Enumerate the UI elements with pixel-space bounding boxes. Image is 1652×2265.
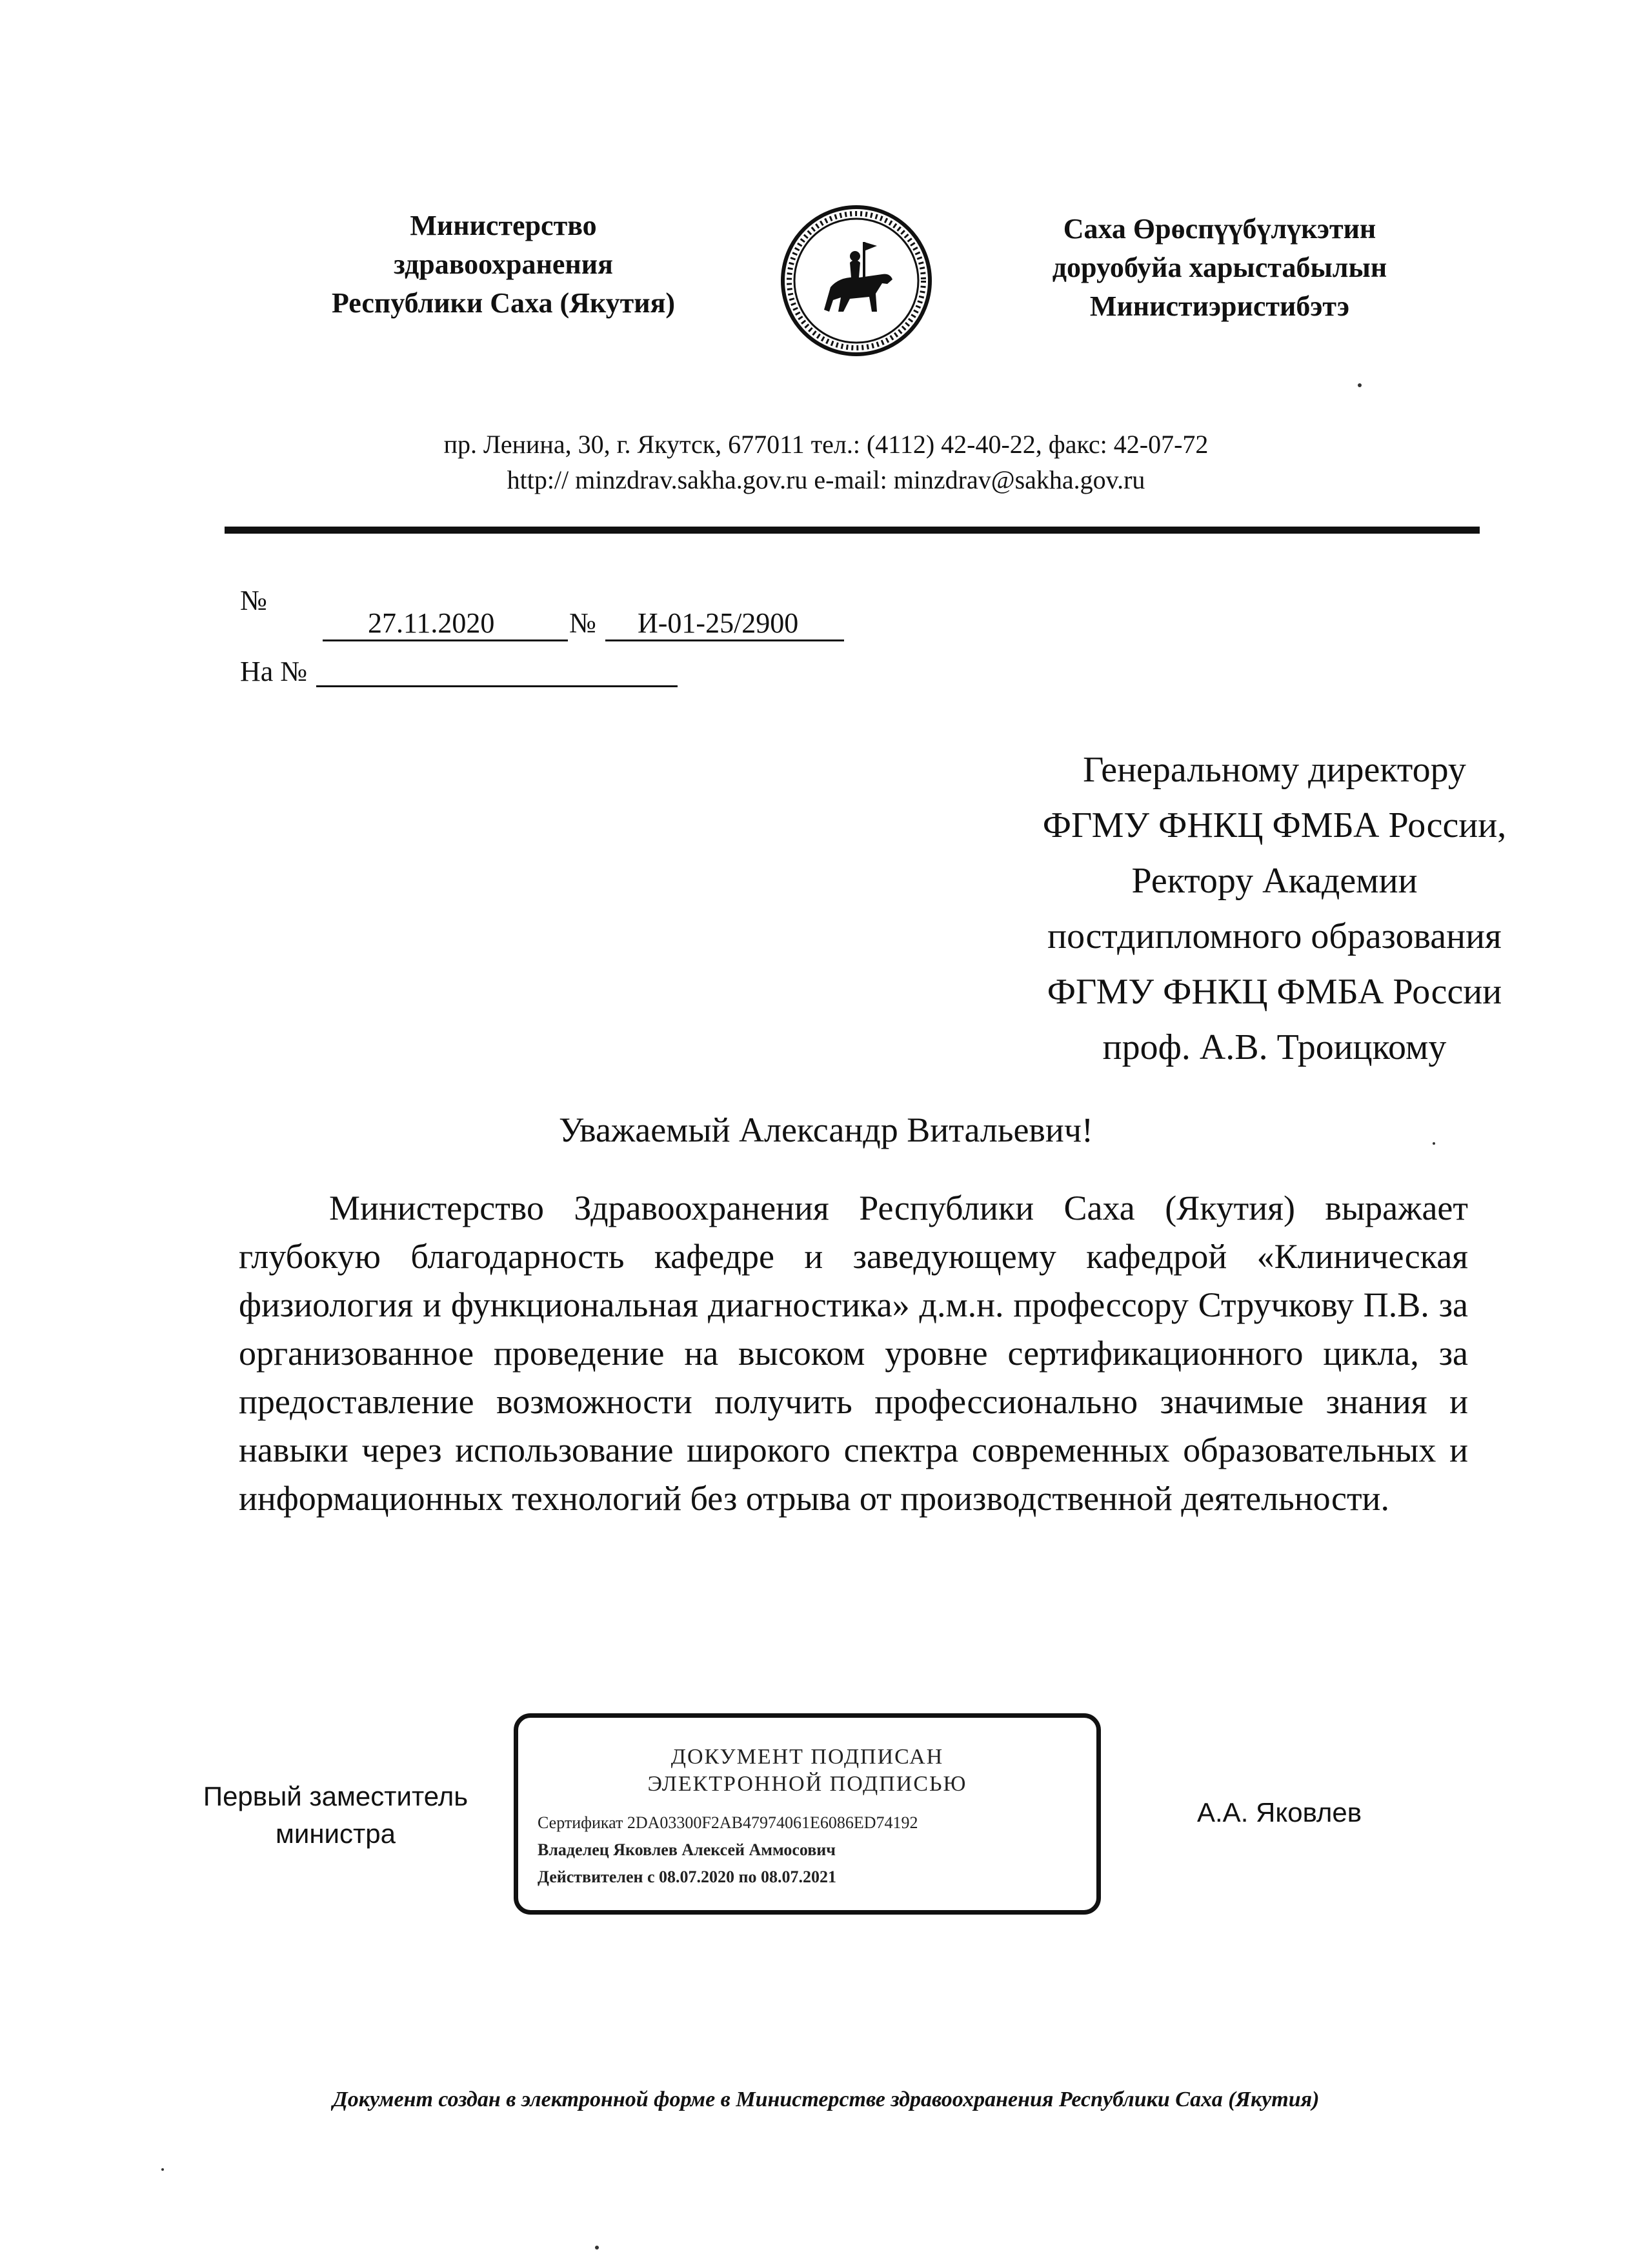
recipient-line-5: ФГМУ ФНКЦ ФМБА России [1047,972,1502,1012]
stamp-validity: Действителен с 08.07.2020 по 08.07.2021 [538,1867,836,1886]
contact-line: http:// minzdrav.sakha.gov.ru e-mail: minzdrav@sakha.gov.ru [507,465,1145,494]
electronic-signature-stamp [514,1713,1101,1915]
registration-date: 27.11.2020 [323,607,568,641]
ministry-ru-line-1: Министерство [410,210,597,241]
ministry-ru-line-2: здравоохранения [394,248,613,280]
scan-speck [595,2246,599,2250]
coat-of-arms-icon [779,203,934,358]
letter-paragraph: Министерство Здравоохранения Республики Саха (Якутия) выражает глубокую благодарность кафедре и заведующему кафедрой «Клиническая физиология и функциональная диагностика» д.м.н. профессору Стручкову П.В. за организованное проведение на высоком уровне сертификационного цикла, за предоставление возможности получить профессионально значимые знания и навыки через использование широкого спектра современных образовательных и информационных технологий без отрыва от производственной деятельности. [239,1189,1468,1518]
number-sign: № [240,585,267,616]
ministry-sakha-line-2: доруобуйа харыстабылын [1052,252,1387,283]
footer-note: Документ создан в электронной форме в Министерстве здравоохранения Республики Саха (Якутия) [332,2088,1320,2111]
scan-speck [1358,383,1362,387]
scan-speck [161,2168,164,2171]
recipient-line-4: постдипломного образования [1047,916,1502,956]
stamp-title-line-2: ЭЛЕКТРОННОЙ ПОДПИСЬЮ [647,1772,967,1796]
signatory-position [181,1778,490,1853]
ministry-sakha-line-3: Министиэристибэтэ [1089,290,1350,322]
recipient-line-3: Ректору Академии [1131,861,1418,901]
recipient-line-1: Генеральному директору [1083,750,1466,790]
recipient-line-2: ФГМУ ФНКЦ ФМБА России, [1042,805,1507,845]
stamp-owner: Владелец Яковлев Алексей Аммосович [538,1840,836,1859]
signer-name: А.А. Яковлев [1197,1797,1362,1827]
ministry-ru-line-3: Республики Саха (Якутия) [331,287,676,319]
registration-number-label: № [569,607,596,639]
ministry-name-sakha [1007,210,1433,326]
reply-to-label: На № [240,656,308,687]
ministry-sakha-line-1: Саха Өрөспүүбүлүкэтин [1063,213,1376,245]
position-line-1: Первый заместитель [203,1781,468,1811]
address-line: пр. Ленина, 30, г. Якутск, 677011 тел.: (4112) 42-40-22, факс: 42-07-72 [443,430,1209,459]
letter-body [239,1184,1468,1523]
recipient-line-6: проф. А.В. Троицкому [1102,1027,1447,1067]
ministry-name-ru [303,206,703,323]
header-divider [225,527,1480,534]
greeting: Уважаемый Александр Витальевич! [559,1111,1093,1149]
scan-speck [1433,1142,1435,1145]
stamp-certificate: Сертификат 2DA03300F2AB47974061E6086ED74192 [538,1813,918,1832]
stamp-title-line-1: ДОКУМЕНТ ПОДПИСАН [670,1745,944,1769]
registration-number: И-01-25/2900 [605,607,844,641]
position-line-2: министра [276,1818,396,1849]
reply-to-number-blank [316,685,678,687]
